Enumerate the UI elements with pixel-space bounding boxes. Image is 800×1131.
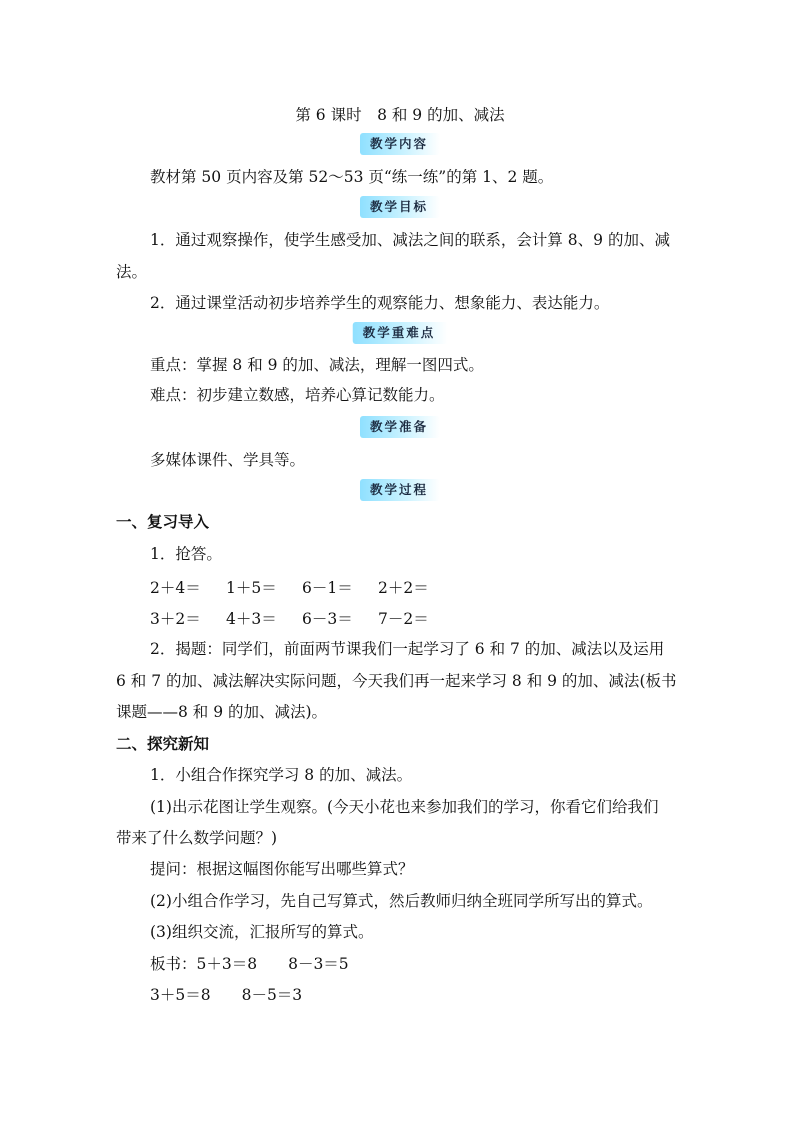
section-2-sub-2: (2)小组合作学习，先自己写算式，然后教师归纳全班同学所写出的算式。 (150, 892, 653, 910)
section-1-item-1: 1．抢答。 (150, 545, 222, 563)
section-1-heading: 一、复习导入 (116, 513, 210, 531)
section-1-item-2-line-3: 课题——8 和 9 的加、减法)。 (116, 703, 328, 721)
difficult-point-text: 难点：初步建立数感，培养心算记数能力。 (150, 386, 445, 404)
content-text: 教材第 50 页内容及第 52～53 页“练一练”的第 1、2 题。 (150, 168, 554, 186)
quiz-item: 2＋2＝ (378, 579, 429, 597)
section-2-heading: 二、探究新知 (116, 735, 210, 753)
quiz-item: 6－1＝ (302, 579, 353, 597)
goal-2: 2．通过课堂活动初步培养学生的观察能力、想象能力、表达能力。 (150, 294, 610, 312)
quiz-item: 4＋3＝ (226, 610, 277, 628)
quiz-row-1 (150, 576, 454, 598)
quiz-item: 7－2＝ (378, 610, 429, 628)
quiz-item: 3＋2＝ (150, 610, 201, 628)
badge-preparation: 教学准备 (360, 416, 440, 438)
board-writing-line-1: 板书：5＋3＝8 8－3＝5 (150, 955, 349, 973)
goal-1-line-1: 1．通过观察操作，使学生感受加、减法之间的联系，会计算 8、9 的加、减 (150, 231, 670, 249)
badge-teaching-content: 教学内容 (360, 133, 440, 155)
quiz-item: 2＋4＝ (150, 579, 201, 597)
lesson-title: 第 6 课时 8 和 9 的加、减法 (295, 106, 505, 124)
key-point-text: 重点：掌握 8 和 9 的加、减法，理解一图四式。 (150, 356, 484, 374)
section-2-item-1: 1．小组合作探究学习 8 的加、减法。 (150, 766, 413, 784)
quiz-row-2 (150, 607, 454, 629)
section-1-item-2-line-1: 2．揭题：同学们，前面两节课我们一起学习了 6 和 7 的加、减法以及运用 (150, 640, 665, 658)
badge-teaching-process: 教学过程 (360, 479, 440, 501)
section-2-sub-1-line-2: 带来了什么数学问题？) (116, 829, 278, 847)
section-2-question: 提问：根据这幅图你能写出哪些算式？ (150, 860, 414, 878)
section-1-item-2-line-2: 6 和 7 的加、减法解决实际问题，今天我们再一起来学习 8 和 9 的加、减法(板书 (116, 672, 677, 690)
quiz-item: 1＋5＝ (226, 579, 277, 597)
badge-key-points: 教学重难点 (353, 322, 448, 344)
quiz-item: 6－3＝ (302, 610, 353, 628)
section-2-sub-3: (3)组织交流，汇报所写的算式。 (150, 923, 374, 941)
board-writing-line-2: 3＋5＝8 8－5＝3 (150, 986, 303, 1004)
section-2-sub-1-line-1: (1)出示花图让学生观察。(今天小花也来参加我们的学习，你看它们给我们 (150, 798, 659, 816)
preparation-text: 多媒体课件、学具等。 (150, 451, 306, 469)
goal-1-line-2: 法。 (116, 263, 148, 281)
badge-teaching-goals: 教学目标 (360, 196, 440, 218)
